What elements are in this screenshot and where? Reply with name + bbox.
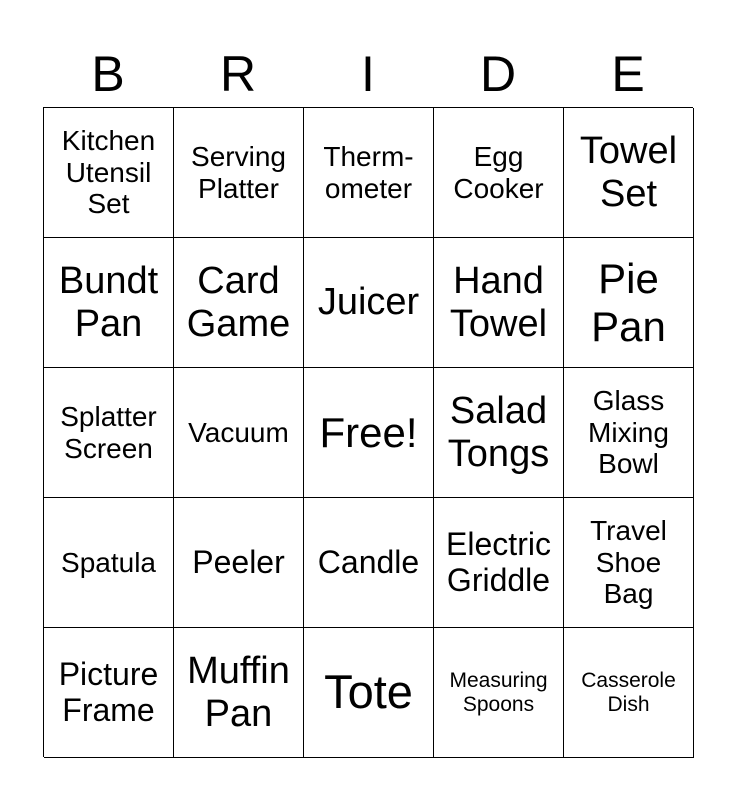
cell-label: Juicer <box>317 281 420 324</box>
header-letter-b: B <box>91 46 125 102</box>
cell-label: Peeler <box>192 543 285 580</box>
bingo-cell[interactable] <box>304 108 434 238</box>
cell-label: Travel Shoe Bag <box>590 515 667 610</box>
bingo-cell[interactable] <box>174 628 304 758</box>
bingo-header <box>43 40 693 108</box>
cell-label: Casserole Dish <box>581 668 676 716</box>
bingo-cell[interactable] <box>434 238 564 368</box>
bingo-cell[interactable] <box>44 238 174 368</box>
bingo-cell[interactable] <box>174 238 304 368</box>
bingo-cell[interactable] <box>434 108 564 238</box>
cell-label: Vacuum <box>188 416 289 448</box>
bingo-cell[interactable] <box>304 628 434 758</box>
header-letter-i: I <box>361 46 375 102</box>
cell-label: Picture Frame <box>58 655 159 728</box>
bingo-cell[interactable] <box>434 368 564 498</box>
bingo-cell[interactable] <box>434 498 564 628</box>
cell-label: Kitchen Utensil Set <box>61 125 156 220</box>
bingo-cell[interactable] <box>174 368 304 498</box>
free-space-cell[interactable] <box>304 368 434 498</box>
cell-label: Card Game <box>186 259 291 345</box>
cell-label: Candle <box>317 543 420 580</box>
cell-label: Splatter Screen <box>60 401 157 464</box>
bingo-cell[interactable] <box>304 238 434 368</box>
header-letter-r: R <box>219 46 257 102</box>
bingo-cell[interactable] <box>174 498 304 628</box>
free-space-label: Free! <box>319 408 418 456</box>
bingo-cell[interactable] <box>174 108 304 238</box>
bingo-cell[interactable] <box>304 498 434 628</box>
bingo-board <box>43 107 693 757</box>
cell-label: Pie Pan <box>591 255 666 350</box>
cell-label: Tote <box>324 665 413 719</box>
cell-label: Salad Tongs <box>447 389 550 475</box>
bingo-cell[interactable] <box>564 368 694 498</box>
bingo-cell[interactable] <box>564 628 694 758</box>
cell-label: Egg Cooker <box>453 141 544 204</box>
cell-label: Glass Mixing Bowl <box>588 385 669 480</box>
cell-label: Bundt Pan <box>58 259 159 345</box>
cell-label: Hand Towel <box>449 259 548 345</box>
header-letter-e: E <box>611 46 645 102</box>
bingo-cell[interactable] <box>564 108 694 238</box>
cell-label: Measuring Spoons <box>449 668 548 716</box>
cell-label: Spatula <box>61 546 156 578</box>
bingo-cell[interactable] <box>564 498 694 628</box>
cell-label: Therm- ometer <box>323 141 414 204</box>
bingo-cell[interactable] <box>44 368 174 498</box>
cell-label: Muffin Pan <box>187 649 290 735</box>
cell-label: Towel Set <box>579 129 678 215</box>
bingo-cell[interactable] <box>44 498 174 628</box>
bingo-cell[interactable] <box>44 628 174 758</box>
header-letter-d: D <box>479 46 517 102</box>
bingo-cell[interactable] <box>434 628 564 758</box>
cell-label: Electric Griddle <box>446 525 551 598</box>
bingo-cell[interactable] <box>564 238 694 368</box>
bingo-cell[interactable] <box>44 108 174 238</box>
cell-label: Serving Platter <box>191 141 286 204</box>
